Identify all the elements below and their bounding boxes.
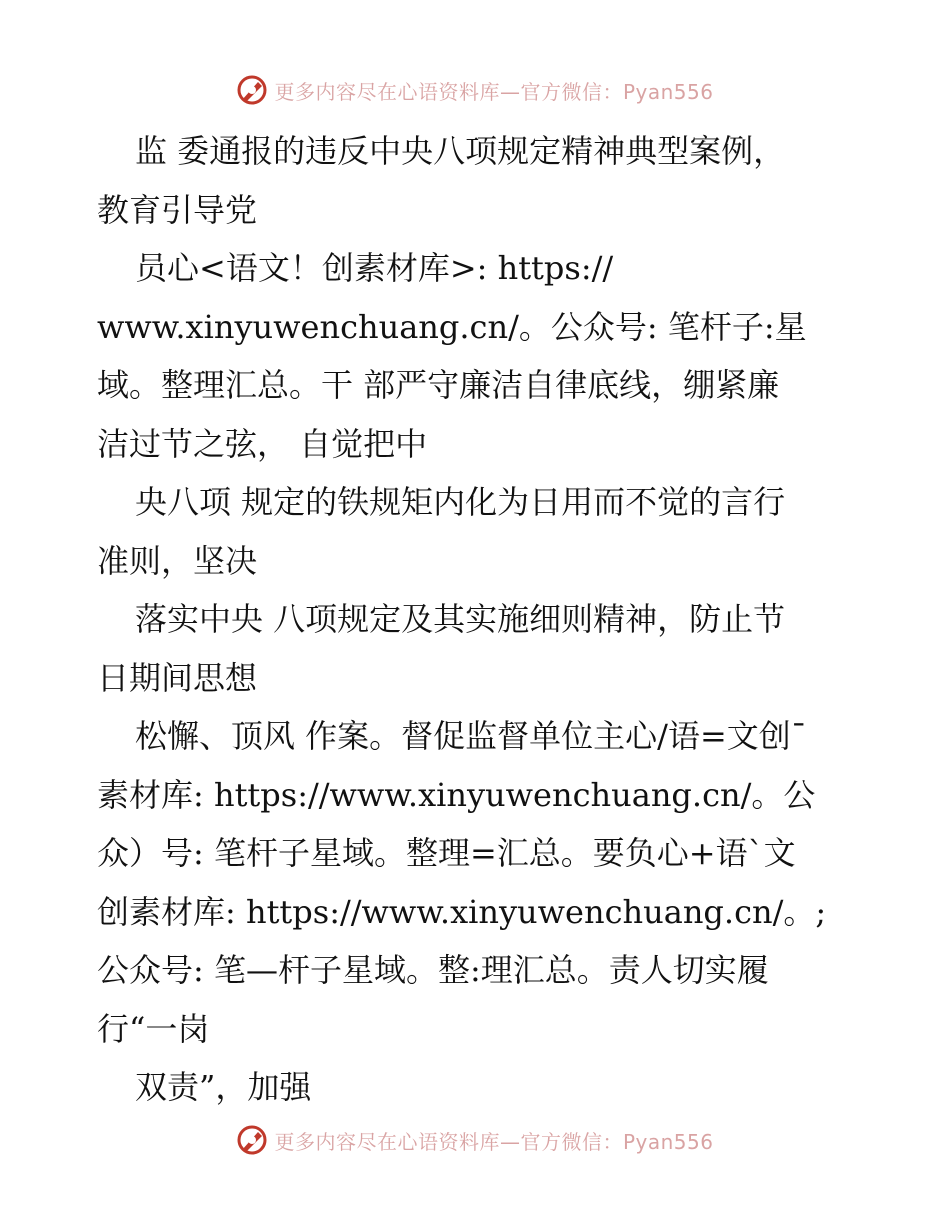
body-line: 行“一岗 <box>97 1009 210 1048</box>
footer-banner <box>0 1120 950 1160</box>
header-banner <box>0 70 950 110</box>
header-banner-text: 更多内容尽在心语资料库—官方微信：Pyan556 <box>274 79 714 104</box>
body-line: 洁过节之弦， 自觉把中 <box>97 424 428 463</box>
body-line: 员心<语文！创素材库>: https:// <box>135 249 614 287</box>
body-line: 央八项 规定的铁规矩内化为日用而不觉的言行 <box>135 483 786 521</box>
body-line: 准则，坚决 <box>97 541 258 580</box>
quill-logo-icon <box>236 1124 268 1156</box>
body-line: 素材库: https://www.xinyuwenchuang.cn/。公 <box>97 775 816 814</box>
body-line: 域。整理汇总。干 部严守廉洁自律底线，绷紧廉 <box>97 366 780 404</box>
body-line: 落实中央 八项规定及其实施细则精神，防止节 <box>135 600 786 638</box>
document-body <box>97 122 847 1117</box>
body-line: 众）号: 笔杆子星域。整理=汇总。要负心+语`文 <box>97 834 796 872</box>
quill-logo-icon <box>236 74 268 106</box>
body-line: 创素材库: https://www.xinyuwenchuang.cn/。; <box>97 892 827 931</box>
body-line: 日期间思想 <box>97 658 258 697</box>
body-line: 松懈、顶风 作案。督促监督单位主心/语=文创¯ <box>135 717 807 755</box>
body-line: 公众号: 笔—杆子星域。整:理汇总。责人切实履 <box>97 951 769 989</box>
body-line: 教育引导党 <box>97 190 258 229</box>
body-line: 监 委通报的违反中央八项规定精神典型案例， <box>135 132 786 170</box>
footer-banner-text: 更多内容尽在心语资料库—官方微信：Pyan556 <box>274 1129 714 1154</box>
body-line: www.xinyuwenchuang.cn/。公众号: 笔杆子:星 <box>97 307 807 346</box>
body-line: 双责”，加强 <box>135 1068 312 1106</box>
